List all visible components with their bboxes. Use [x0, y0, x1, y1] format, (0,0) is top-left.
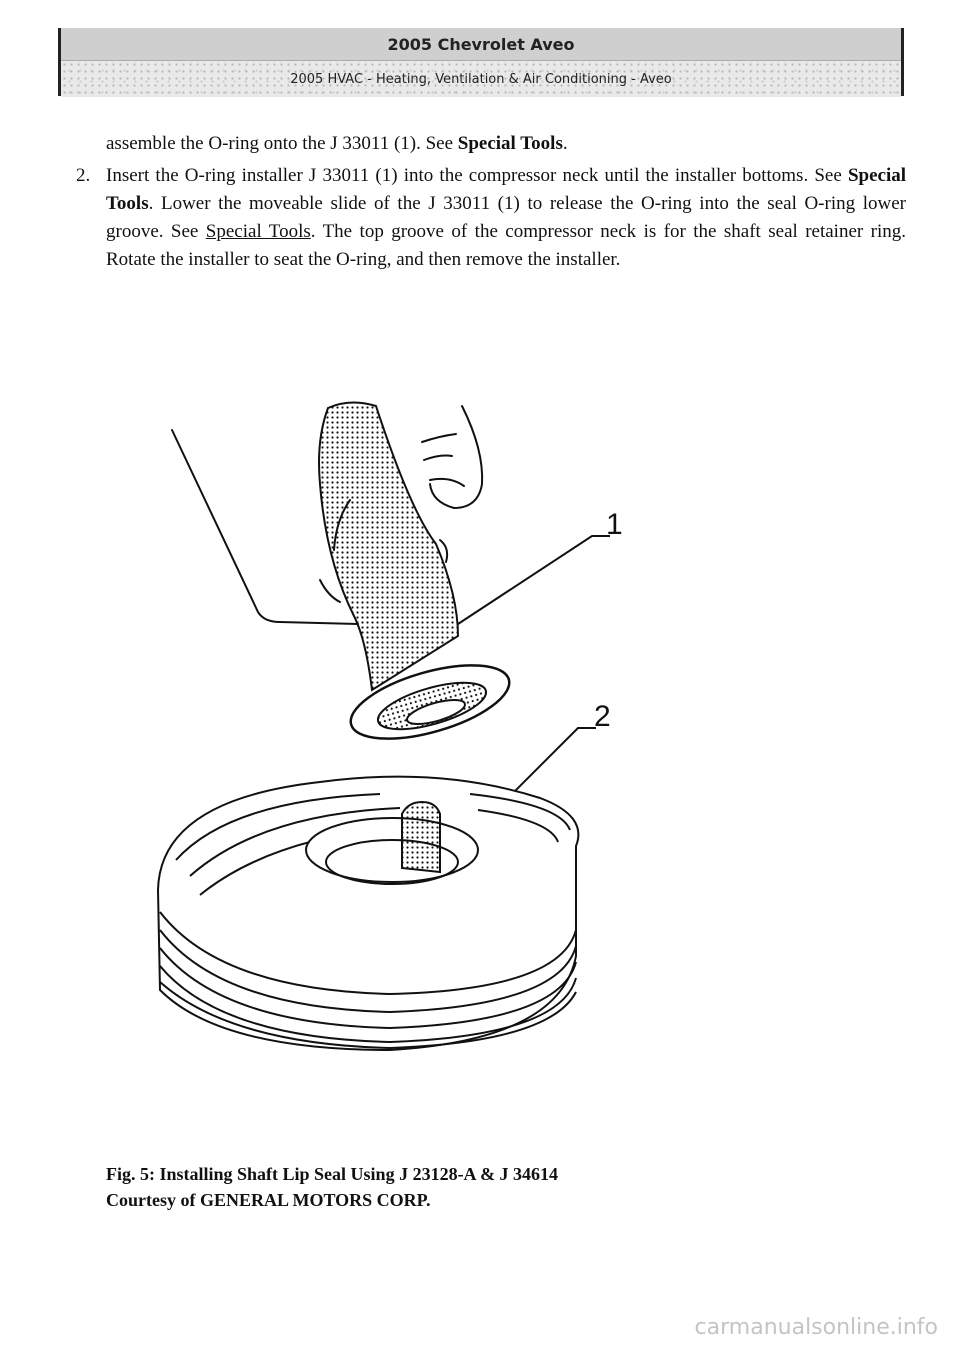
figure-caption [106, 1161, 866, 1213]
step-text-b: . Lower the moveable slide of the J 33011 (1) to release the O-ring into the seal O-ring lower groove. See [106, 193, 906, 242]
procedure-text [76, 130, 906, 274]
header-title: 2005 Chevrolet Aveo [61, 28, 901, 61]
step-text-a: Insert the O-ring installer J 33011 (1) into the compressor neck until the installer bottoms. See [106, 165, 848, 186]
callout-1: 1 [606, 508, 623, 541]
caption-credit: Courtesy of GENERAL MOTORS CORP. [106, 1190, 431, 1210]
header-subtitle: 2005 HVAC - Heating, Ventilation & Air Conditioning - Aveo [61, 61, 901, 97]
caption-title: Fig. 5: Installing Shaft Lip Seal Using J 23128-A & J 34614 [106, 1164, 559, 1184]
step-2-text [106, 162, 906, 274]
step-2 [76, 162, 906, 274]
step-number: 2. [76, 165, 91, 186]
special-tools-ref: Special Tools [106, 165, 906, 214]
step-text-c: . The top groove of the compressor neck is for the shaft seal retainer ring. Rotate the installer to seat the O-ring, and then remove the installer. [106, 221, 906, 270]
continuation-end: . [562, 133, 568, 154]
continuation-text: assemble the O-ring onto the J 33011 (1). See [106, 133, 458, 154]
callout-2: 2 [594, 700, 611, 733]
special-tools-ref: Special Tools [457, 133, 563, 154]
special-tools-link[interactable]: Special Tools [205, 221, 311, 242]
continuation-paragraph [106, 130, 906, 158]
shaft-seal-illustration [140, 390, 740, 1110]
page-header [58, 28, 904, 96]
watermark: carmanualsonline.info [694, 1315, 938, 1340]
